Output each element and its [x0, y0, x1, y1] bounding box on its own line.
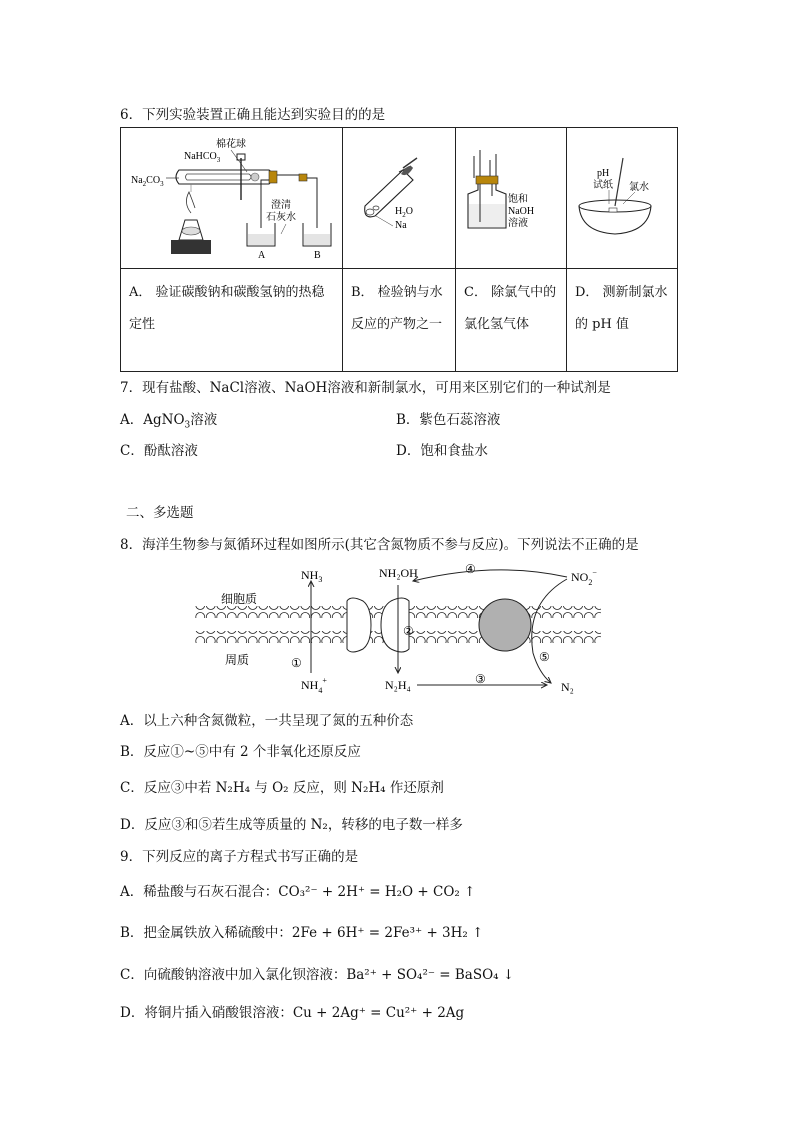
label-no2: $NO_2^-$ — [571, 568, 597, 587]
fig-thermal-stability — [121, 128, 343, 269]
label-n2: N₂ — [561, 680, 574, 694]
label-cotton: 棉花球 — [216, 139, 246, 150]
option-7a — [120, 408, 217, 431]
option-7a-sub: 3 — [184, 420, 191, 431]
ph-test-diagram — [567, 128, 677, 264]
label-reaction-2: ② — [403, 624, 414, 638]
option-7a-formula: AgNO — [143, 412, 185, 428]
na-water-diagram — [343, 128, 455, 264]
label-nh4: $NH_4^+$ — [301, 676, 327, 695]
option-7b: B．紫色石蕊溶液 — [396, 412, 501, 428]
label-chlorine-water: 氯水 — [629, 182, 649, 193]
label-h2o: $H_2O$ — [395, 206, 413, 219]
option-7a-prefix: A． — [120, 412, 144, 428]
q6-table — [120, 127, 678, 372]
label-lime2: 石灰水 — [266, 212, 296, 223]
label-reaction-3: ③ — [475, 672, 486, 686]
label-nh2oh: NH₂OH — [379, 566, 418, 580]
option-9c: C．向硫酸钠溶液中加入氯化钡溶液：Ba²⁺ + SO₄²⁻ = BaSO₄ ↓ — [120, 967, 515, 983]
label-na2co3: $Na_2CO_3$ — [131, 175, 164, 188]
label-solution: 溶液 — [508, 218, 528, 229]
label-na: Na — [395, 220, 407, 231]
label-cytoplasm: 细胞质 — [221, 592, 258, 606]
option-7c: C．酚酞溶液 — [120, 443, 198, 459]
label-periplasm: 周质 — [225, 653, 250, 667]
washing-bottle-diagram — [456, 128, 566, 264]
label-lime1: 澄清 — [271, 200, 291, 211]
option-8c: C．反应③中若 N₂H₄ 与 O₂ 反应，则 N₂H₄ 作还原剂 — [120, 780, 444, 796]
label-test-paper: 试纸 — [593, 180, 613, 191]
option-8d: D．反应③和⑤若生成等质量的 N₂，转移的电子数一样多 — [120, 817, 463, 833]
label-nh3: $NH_3$ — [301, 568, 323, 584]
label-b: B — [314, 250, 321, 261]
label-n2h4: N₂H₄ — [385, 678, 411, 692]
option-8a: A．以上六种含氮微粒，一共呈现了氮的五种价态 — [120, 713, 414, 729]
label-ph: pH — [597, 168, 610, 179]
fig-ph-test — [567, 128, 678, 269]
fig-washing-bottle — [456, 128, 567, 269]
label-reaction-1: ① — [291, 656, 302, 670]
option-6c: C． 除氯气中的氯化氢气体 — [456, 269, 567, 372]
label-saturated: 饱和 — [508, 194, 528, 205]
thermal-apparatus-diagram — [121, 128, 342, 264]
label-reaction-5: ⑤ — [539, 650, 550, 664]
option-7a-suffix: 溶液 — [190, 412, 218, 428]
q9-stem: 9．下列反应的离子方程式书写正确的是 — [120, 849, 359, 865]
q8-stem: 8．海洋生物参与氮循环过程如图所示(其它含氮物质不参与反应)。下列说法不正确的是 — [120, 537, 639, 553]
label-naoh: NaOH — [508, 206, 535, 217]
label-reaction-4: ④ — [465, 563, 476, 576]
option-7d: D．饱和食盐水 — [396, 443, 488, 459]
section-title: 二、多选题 — [126, 505, 194, 521]
option-6b: B． 检验钠与水反应的产物之一 — [343, 269, 456, 372]
option-8b: B．反应①~⑤中有 2 个非氧化还原反应 — [120, 744, 361, 760]
option-9d: D．将铜片插入硝酸银溶液：Cu + 2Ag⁺ = Cu²⁺ + 2Ag — [120, 1005, 465, 1021]
q7-stem: 7．现有盐酸、NaCl溶液、NaOH溶液和新制氯水，可用来区别它们的一种试剂是 — [120, 380, 611, 396]
nitrogen-cycle-diagram — [195, 563, 605, 698]
option-6d: D． 测新制氯水的 pH 值 — [567, 269, 678, 372]
option-9a: A．稀盐酸与石灰石混合：CO₃²⁻ + 2H⁺ = H₂O + CO₂ ↑ — [120, 884, 476, 900]
label-a: A — [258, 250, 266, 261]
option-9b: B．把金属铁放入稀硫酸中：2Fe + 6H⁺ = 2Fe³⁺ + 3H₂ ↑ — [120, 925, 484, 941]
option-6a: A． 验证碳酸钠和碳酸氢钠的热稳定性 — [121, 269, 343, 372]
q6-stem: 6．下列实验装置正确且能达到实验目的的是 — [120, 107, 386, 123]
fig-na-water — [343, 128, 456, 269]
label-nahco3: NaHCO$_3$ — [184, 151, 221, 164]
